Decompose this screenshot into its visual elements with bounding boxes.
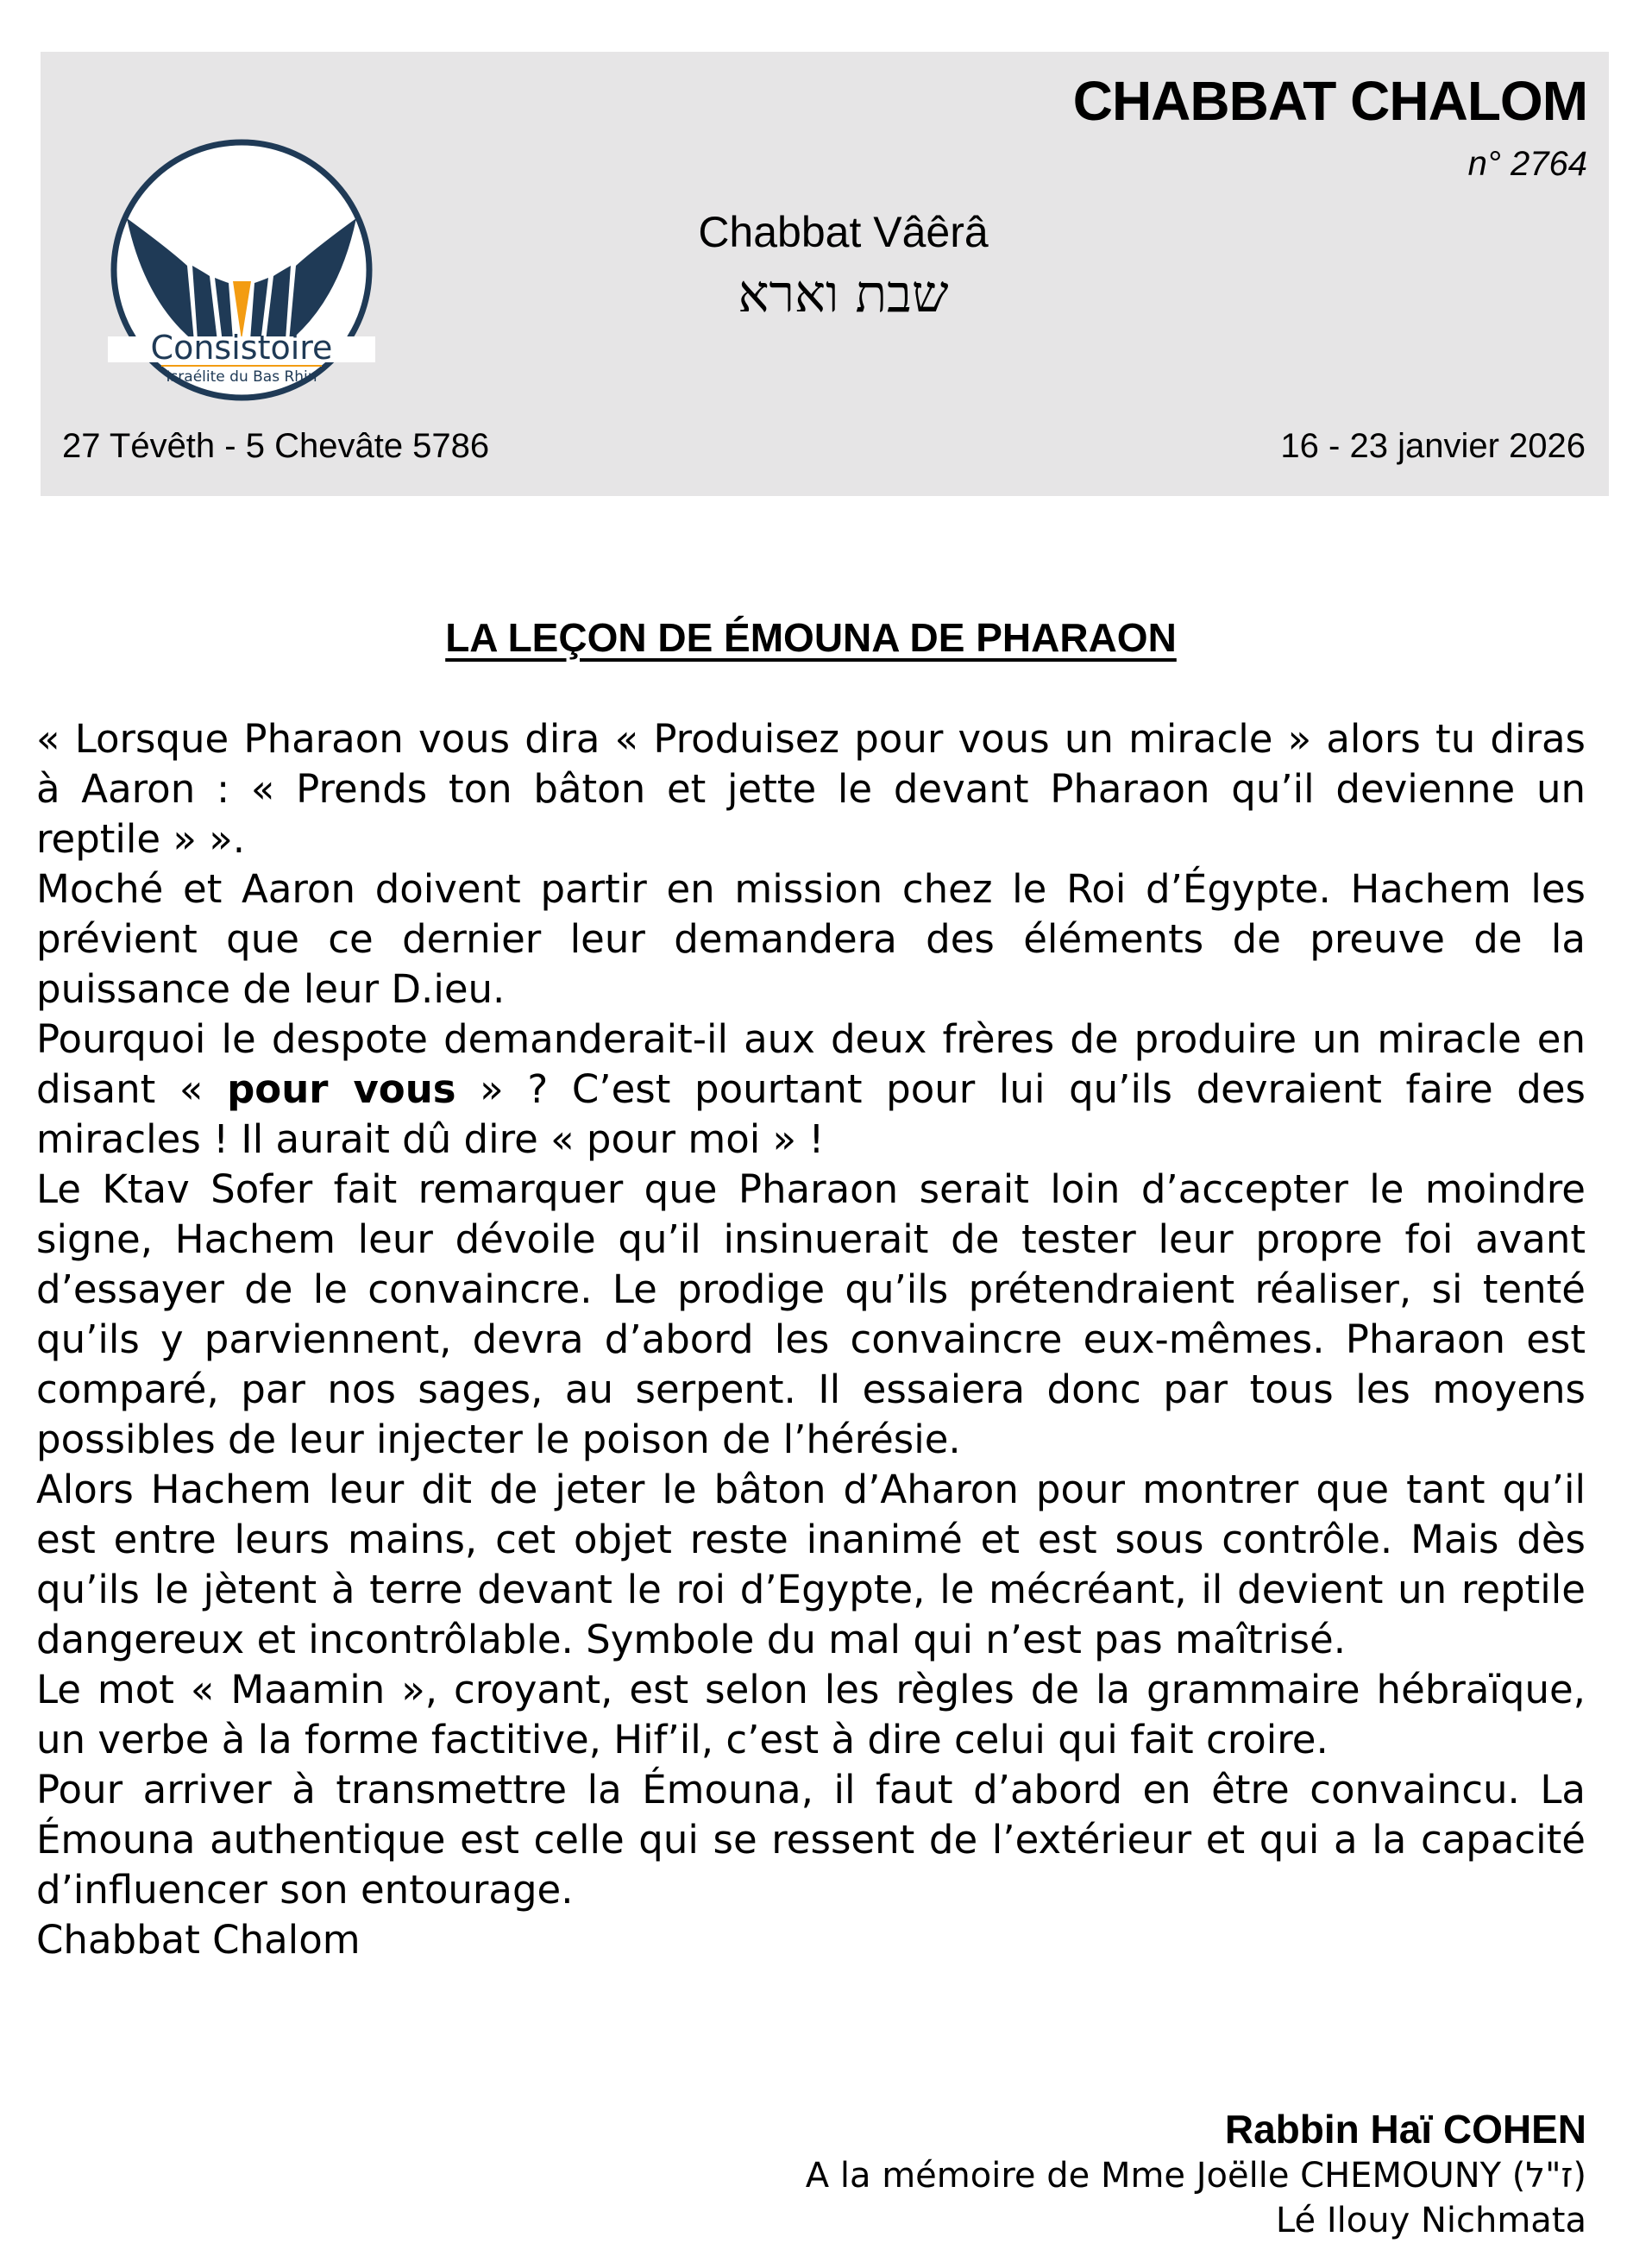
paragraph-text: » ? C’est pourtant pour lui qu’ils devraient faire des miracles ! Il aurait dû dire « pour moi » ! (36, 1066, 1586, 1162)
parasha-name-hebrew: שבת וארא (738, 264, 949, 324)
article-body (36, 714, 1586, 1965)
parasha-name-french: Chabbat Vâêrâ (698, 208, 989, 256)
dedication-line: Lé Ilouy Nichmata (1275, 2201, 1586, 2240)
emphasis-pour-vous: pour vous (227, 1066, 456, 1112)
parasha-heading (0, 207, 1652, 324)
civil-date: 16 - 23 janvier 2026 (1280, 427, 1586, 465)
article-paragraph: Le mot « Maamin », croyant, est selon les règles de la grammaire hébraïque, un verbe à la forme factitive, Hif’il, c’est à dire celui qui fait croire. (36, 1667, 1586, 1762)
author-name: Rabbin Haï COHEN (1224, 2107, 1586, 2152)
article-paragraph: Pour arriver à transmettre la Émouna, il faut d’abord en être convaincu. La Émouna authentique est celle qui se ressent de l’extérieur et qui a la capacité d’influencer son entourage. (36, 1767, 1586, 1913)
memorial-line: A la mémoire de Mme Joëlle CHEMOUNY (ז"ל) (805, 2156, 1586, 2196)
newsletter-title: CHABBAT CHALOM (1072, 70, 1587, 132)
article-paragraph: Alors Hachem leur dit de jeter le bâton d’Aharon pour montrer que tant qu’il est entre leurs mains, cet objet reste inanimé et est sous contrôle. Mais dès qu’ils le jètent à terre devant le roi d’Egypte, le mécréant, il devient un reptile dangereux et incontrôlable. Symbole du mal qui n’est pas maîtrisé. (36, 1467, 1586, 1662)
article-paragraph: Le Ktav Sofer fait remarquer que Pharaon serait loin d’accepter le moindre signe, Hachem leur dévoile qu’il insinuerait de tester leur propre foi avant d’essayer de le convaincre. Le prodige qu’ils prétendraient réaliser, si tenté qu’ils y parviennent, devra d’abord les convaincre eux-mêmes. Pharaon est comparé, par nos sages, au serpent. Il essaiera donc par tous les moyens possibles de leur injecter le poison de l’hérésie. (36, 1166, 1586, 1462)
paragraph-text: Pourquoi le despote demanderait-il aux deux frères de produire un miracle en disant « (36, 1016, 1586, 1112)
article-paragraph: Moché et Aaron doivent partir en mission chez le Roi d’Égypte. Hachem les prévient que ce dernier leur demandera des éléments de preuve de la puissance de leur D.ieu. (36, 866, 1586, 1012)
article-paragraph: « Lorsque Pharaon vous dira « Produisez pour vous un miracle » alors tu diras à Aaron : « Prends ton bâton et jette le devant Pharaon qu’il devienne un reptile » ». (36, 716, 1586, 862)
hebrew-date: 27 Tévêth - 5 Chevâte 5786 (62, 427, 490, 465)
closing-greeting: Chabbat Chalom (36, 1917, 361, 1963)
issue-number: n° 2764 (1467, 145, 1587, 183)
logo-subtitle: Israélite du Bas Rhin (166, 368, 317, 386)
logo-name: Consistoire (150, 329, 333, 367)
signature-block (806, 2105, 1586, 2243)
article-title: LA LEÇON DE ÉMOUNA DE PHARAON (445, 615, 1177, 660)
article-paragraph (36, 1015, 1586, 1165)
